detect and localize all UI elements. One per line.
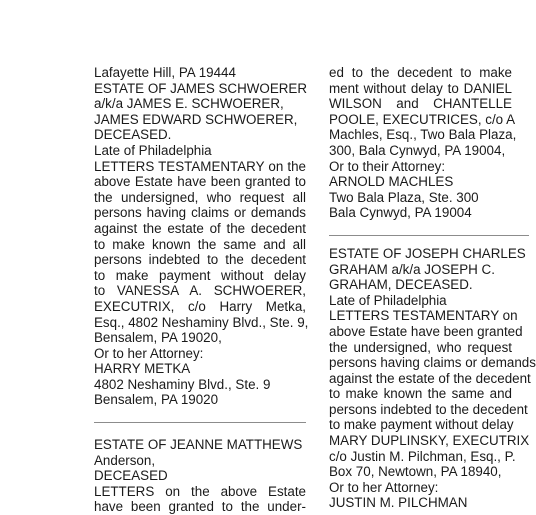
- notice-line: above Estate have been granted to: [94, 174, 306, 190]
- left-column: [94, 65, 309, 515]
- notice-line: Two Bala Plaza, Ste. 300: [329, 189, 479, 205]
- notice-line: DECEASED.: [94, 127, 172, 143]
- notice-line: Late of Philadelphia: [94, 142, 212, 158]
- notice-line: to make payment without delay: [94, 267, 306, 283]
- notice-line: Lafayette Hill, PA 19444: [94, 65, 236, 80]
- notice-line: Esq., 4802 Neshaminy Blvd., Ste. 9,: [94, 314, 309, 330]
- notice-line: DECEASED: [94, 468, 168, 484]
- notice-line: to make known the same and all: [94, 236, 306, 252]
- notice-line: against the estate of the decedent: [94, 220, 306, 236]
- notice-line: Bala Cynwyd, PA 19004: [329, 205, 472, 221]
- notice-line: JAMES EDWARD SCHWOERER,: [94, 111, 298, 127]
- notice-line: ed to the decedent to make: [329, 65, 512, 80]
- notice-line: HARRY METKA: [94, 361, 191, 377]
- notice-line: persons indebted to the decedent: [94, 252, 306, 268]
- notice-schwoerer-estate: [94, 65, 309, 408]
- notice-line: WILSON and CHANTELLE: [329, 96, 512, 112]
- notice-line: to make payment without delay: [329, 417, 514, 433]
- notice-line: the undersigned, who request: [329, 339, 512, 355]
- notice-line: LETTERS on the above Estate: [94, 483, 306, 499]
- notice-graham-estate: [329, 245, 536, 511]
- notice-line: Box 70, Newtown, PA 18940,: [329, 464, 502, 480]
- notice-line: have been granted to the under-: [94, 499, 306, 515]
- notice-line: Anderson,: [94, 452, 156, 468]
- notice-line: GRAHAM a/k/a JOSEPH C.: [329, 261, 495, 277]
- notice-line: ESTATE OF JEANNE MATTHEWS: [94, 437, 303, 453]
- notice-line: MARY DUPLINSKY, EXECUTRIX: [329, 433, 530, 449]
- notice-divider: [329, 235, 529, 236]
- notice-line: the undersigned, who request all: [94, 189, 306, 205]
- notice-divider: [94, 422, 306, 423]
- notice-line: against the estate of the decedent: [329, 370, 531, 386]
- notice-line: Or to their Attorney:: [329, 158, 446, 174]
- notice-line: Or to her Attorney:: [94, 345, 204, 361]
- notice-line: ARNOLD MACHLES: [329, 174, 454, 190]
- notice-line: to make known the same and: [329, 386, 512, 402]
- notice-line: LETTERS TESTAMENTARY on the: [94, 158, 306, 174]
- notice-line: JUSTIN M. PILCHMAN: [329, 495, 468, 511]
- notice-matthews-estate: [94, 437, 306, 515]
- notice-line: persons indebted to the decedent: [329, 401, 528, 417]
- notice-line: to VANESSA A. SCHWOERER,: [94, 283, 306, 299]
- notice-line: ESTATE OF JOSEPH CHARLES: [329, 245, 526, 261]
- notice-line: ESTATE OF JAMES SCHWOERER: [94, 80, 308, 96]
- notice-line: a/k/a JAMES E. SCHWOERER,: [94, 96, 284, 112]
- notice-line: persons having claims or demands: [329, 355, 536, 371]
- notice-line: POOLE, EXECUTRICES, c/o A: [329, 111, 516, 127]
- notice-line: above Estate have been granted: [329, 323, 523, 339]
- notice-line: 4802 Neshaminy Blvd., Ste. 9: [94, 376, 271, 392]
- notice-line: Bensalem, PA 19020,: [94, 330, 222, 346]
- notice-line: Machles, Esq., Two Bala Plaza,: [329, 127, 517, 143]
- notice-line: persons having claims or demands: [94, 205, 306, 221]
- notice-line: EXECUTRIX, c/o Harry Metka,: [94, 298, 306, 314]
- right-column: [329, 65, 536, 511]
- notice-line: Bensalem, PA 19020: [94, 392, 219, 408]
- notice-continued-estate: [329, 65, 517, 221]
- notice-line: 300, Bala Cynwyd, PA 19004,: [329, 142, 506, 158]
- notice-line: ment without delay to DANIEL: [329, 80, 512, 96]
- notice-line: Late of Philadelphia: [329, 292, 447, 308]
- notice-line: GRAHAM, DECEASED.: [329, 277, 473, 293]
- notice-line: Or to her Attorney:: [329, 479, 439, 495]
- notice-line: LETTERS TESTAMENTARY on: [329, 308, 518, 324]
- notice-line: c/o Justin M. Pilchman, Esq., P.: [329, 448, 516, 464]
